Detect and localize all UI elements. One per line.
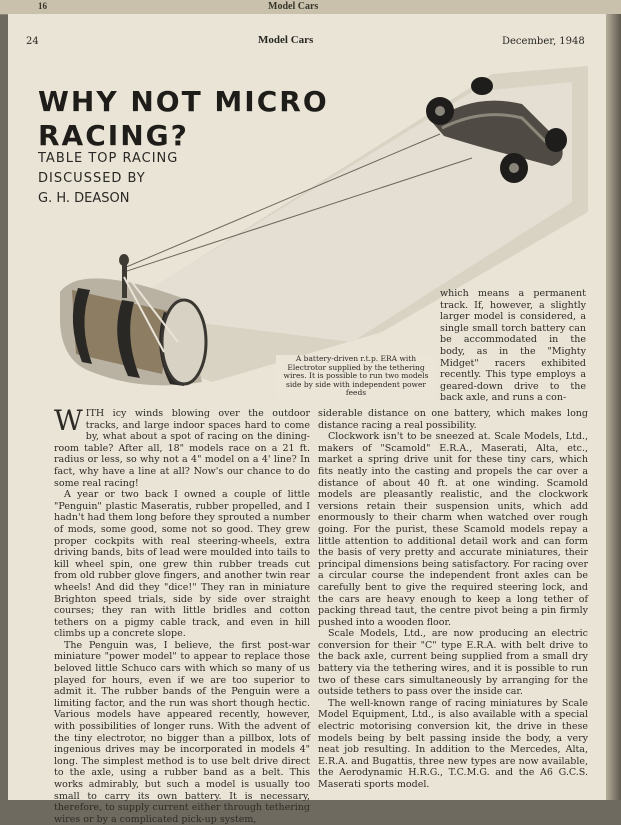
article-headline: WHY NOT MICRO RACING? bbox=[38, 84, 329, 152]
page-number: 24 bbox=[26, 36, 39, 47]
page-edge-shadow bbox=[606, 14, 621, 800]
paragraph-text: ITH icy winds blowing over the outdoor tracks, and large indoor spaces hard to come by, what about a spot of racing on the dining-room table? After all, 18" models race on a 21 ft. radius or less, so why not a 4" model on a 4' line? In fact, why have a line at all? Now's our chance to do some real racing! bbox=[54, 408, 310, 489]
drop-cap: W bbox=[54, 404, 83, 437]
paragraph: The Penguin was, I believe, the first post-war miniature "power model" to appear to replace those beloved little Schuco cars with which so many of us played for hours, even if we are too superior to admit it. The rubber bands of the Penguin were a limiting factor, and the run was short though hectic. Various models have appeared recently, however, with possibilities of longer runs. With the advent of the tiny electrotor, no bigger than a pillbox, lots of ingenious drives may be incorporated in models 4" long. The simplest method is to use belt drive direct to the axle, using a rubber band as a belt. This works admirably, but such a model is usually too small to carry its own battery. It is necessary, therefore, to supply current either through tethering wires or by a complicated pick-up system, bbox=[54, 639, 310, 825]
paragraph: The well-known range of racing miniatures by Scale Model Equipment, Ltd., is also available with a special electric motorising conversion kit, the drive in these models being by belt passing inside the body, a very neat job resulting. In addition to the Mercedes, Alta, E.R.A. and Bugattis, three new types are now available, the Aerodynamic H.R.G., T.C.M.G. and the A6 G.C.S. Maserati sports model. bbox=[318, 697, 588, 790]
running-title: Model Cars bbox=[258, 34, 314, 46]
paragraph: which means a permanent track. If, however, a slightly larger model is considered, a single small torch battery can be accommodated in the body, as in the "Mighty Midget" racers exhibited recently. This type employs a geared-down drive to the back axle, and runs a con- bbox=[440, 288, 586, 404]
paragraph: A year or two back I owned a couple of little "Penguin" plastic Maseratis, rubber propelled, and I hadn't had them long before they sprouted a number of mods, some good, some not so good. They grew proper cockpits with real steering-wheels, extra driving bands, bits of lead were moulded into tails to kill wheel spin, one grew thin rubber treads cut from old rubber glove fingers, and another twin rear wheels! And did they "dice!" They ran in miniature Brighton speed trials, side by side over straight courses; they ran with little bridles and cotton tethers on a pigmy cable track, and even in hill climbs up a concrete slope. bbox=[54, 489, 310, 640]
paragraph: siderable distance on one battery, which makes long distance racing a real possibility. bbox=[318, 408, 588, 431]
paragraph: Clockwork isn't to be sneezed at. Scale Models, Ltd., makers of "Scamold" E.R.A., Maserati, Alta, etc., market a spring drive unit for these tiny cars, which fits neatly into the casting and propels the car over a distance of about 40 ft. at one winding. Scamold models are pleasantly realistic, and the clockwork versions retain their suspension units, which add enormously to their charm when watched over rough going. For the purist, these Scamold models repay a little attention to additional detail work and can form the basis of very pretty and accurate miniatures, their principal dimensions being satisfactory. For racing over a circular course the independent front axles can be carefully bent to give the required steering lock, and the cars are heavy enough to keep a long tether of packing thread taut, the centre pivot being a pin firmly pushed into a wooden floor. bbox=[318, 431, 588, 628]
article-column-left bbox=[54, 404, 310, 825]
paragraph bbox=[54, 404, 310, 489]
magazine-page bbox=[8, 14, 606, 825]
photo-caption: A battery-driven r.t.p. ERA with Electrotor supplied by the tethering wires. It is possible to run two models side by side with independent power feeds bbox=[276, 355, 436, 398]
paragraph: Scale Models, Ltd., are now producing an electric conversion for their "C" type E.R.A. with belt drive to the back axle, current being supplied from a small dry battery via the tethering wires, and it is possible to run two of these cars simultaneously by arranging for the outside tethers to pass over the inside car. bbox=[318, 628, 588, 698]
article-subhead bbox=[38, 149, 179, 209]
previous-page-title: Model Cars bbox=[268, 1, 319, 12]
article-column-right-top bbox=[440, 288, 586, 404]
article-column-right bbox=[318, 408, 588, 791]
subhead-line: TABLE TOP RACING bbox=[38, 151, 179, 166]
issue-date: December, 1948 bbox=[502, 36, 585, 47]
previous-page-strip bbox=[0, 0, 621, 15]
author-byline: G. H. DEASON bbox=[38, 191, 130, 206]
previous-page-number: 16 bbox=[38, 1, 47, 11]
subhead-line: DISCUSSED BY bbox=[38, 171, 146, 186]
